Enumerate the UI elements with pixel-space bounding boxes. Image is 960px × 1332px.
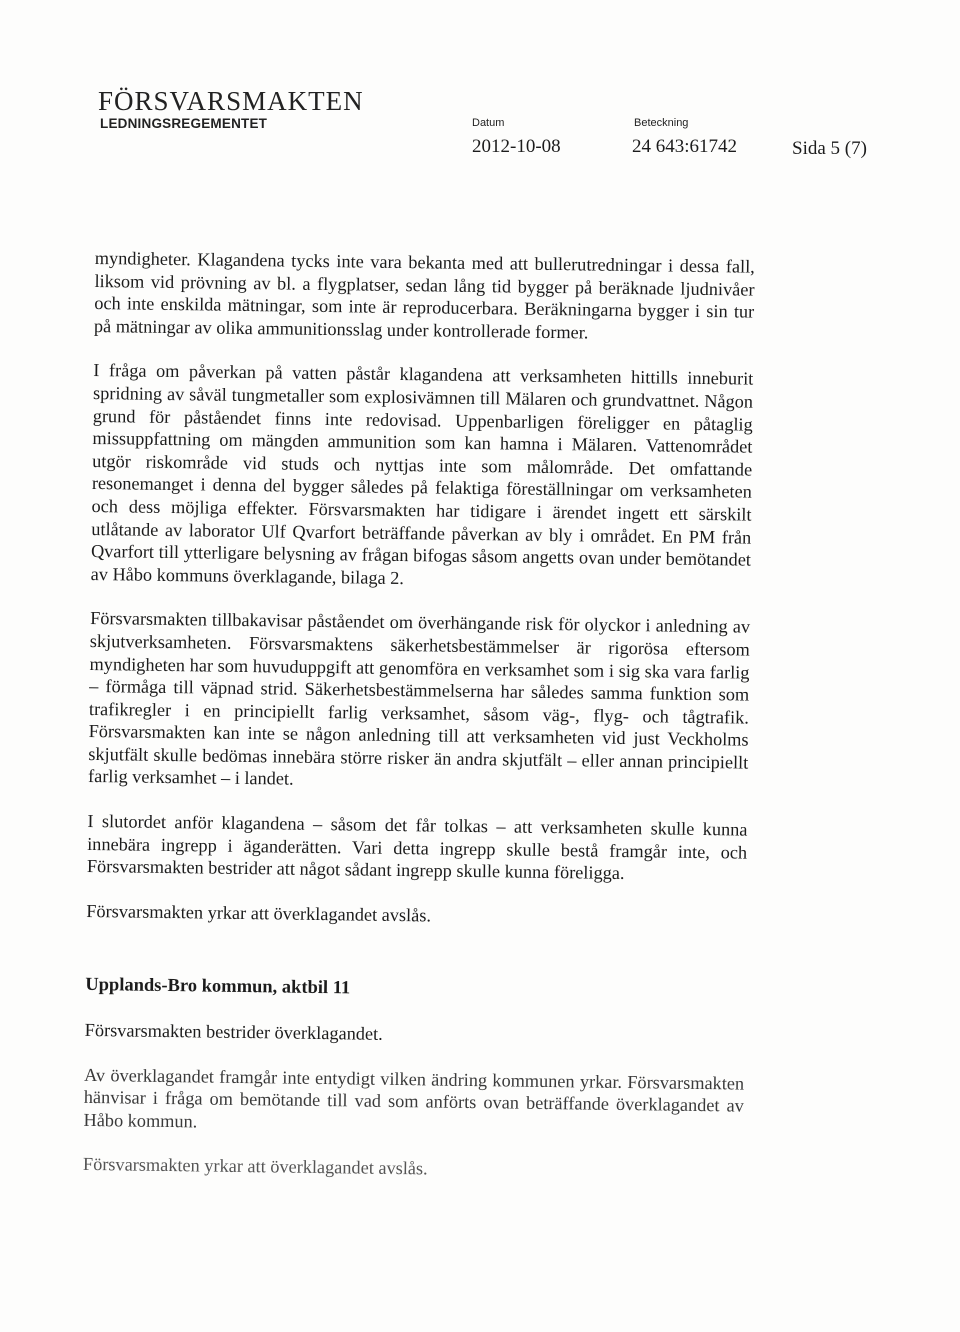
paragraph: Försvarsmakten yrkar att överklagandet avslås. bbox=[86, 900, 432, 926]
section-heading: Upplands-Bro kommun, aktbil 11 bbox=[85, 975, 351, 999]
date-value: 2012-10-08 bbox=[472, 136, 561, 157]
reference-value: 24 643:61742 bbox=[632, 136, 738, 157]
reference-label: Beteckning bbox=[634, 117, 689, 129]
paragraph: I fråga om påverkan på vatten påstår klagandena att verksamheten hittills inneburit spridning av såväl tungmetaller som explosivämnen till Mälaren och grundvattnet. Någon grund för påståendet finns inte redovisad. Uppenbarligen föreligger en påtaglig missuppfattning om mängden ammunition som kan hamna i Mälaren. Vattenområdet utgör riskområde vid studs och nyttjas inte som målområde. Det omfattande resonemanget i denna del bygger således på felaktiga föreställningar om verksamheten och dess möjliga effekter. Försvarsmakten har tidigare i ärendet ingett ett särskilt utlåtande av laborator Ulf Qvarfort beträffande påverkan av bly i området. En PM från Qvarfort till ytterligare belysning av frågan bifogas såsom angetts ovan under bemötandet av Håbo kommuns överklagande, bilaga 2. bbox=[90, 360, 754, 588]
paragraph: Försvarsmakten bestrider överklagandet. bbox=[84, 1019, 383, 1044]
paragraph: myndigheter. Klagandena tycks inte vara bekanta med att bullerutredningar i dessa fall, liksom vid prövning av bl. a flygplatser, sedan lång tid bygger på beräknade ljudnivåer och inte enskilda mätningar, som inte är reproducerbara. Beräkningarna bygger i sin tur på mätningar av olika ammunitionsslag under kontrollerade former. bbox=[93, 247, 755, 343]
paragraph: I slutordet anför klagandena – såsom det får tolkas – att verksamheten skulle kunna innebära ingrepp i äganderätten. Vari detta ingrepp skulle bestå framgår inte, och Försvarsmakten bestrider att något sådant ingrepp skulle kunna föreligga. bbox=[86, 811, 748, 884]
paragraph: Försvarsmakten tillbakavisar påståendet om överhängande risk för olyckor i anledning av skjutverksamheten. Försvarsmaktens säkerhetsbestämmelser är rigorösa eftersom myndigheten har som huvuduppgift att genomföra en verksamhet som i sig ska vara farlig – förmåga till väpnad strid. Säkerhetsbestämmelserna har således samma funktion som trafikregler i en principiellt farlig verksamhet, såsom väg-, flyg- och tågtrafik. Försvarsmakten kan inte se någon anledning till att verksamheten vid just Veckholms skjutfält skulle bedömas innebära större risker än andra skjutfält – eller annan principiellt farlig verksamhet – i landet. bbox=[87, 608, 751, 790]
document-body bbox=[83, 247, 755, 1185]
organization-name: FÖRSVARSMAKTEN bbox=[98, 86, 364, 116]
paragraph: Av överklagandet framgår inte entydigt vilken ändring kommunen yrkar. Försvarsmakten hänvisar i fråga om bemötande till vad som anförts ovan beträffande överklagandet av Håbo kommun. bbox=[83, 1064, 745, 1132]
page-number: Sida 5 (7) bbox=[792, 138, 867, 159]
paragraph: Försvarsmakten yrkar att överklagandet avslås. bbox=[82, 1154, 428, 1179]
date-label: Datum bbox=[472, 117, 505, 129]
organization-unit: LEDNINGSREGEMENTET bbox=[100, 116, 268, 131]
